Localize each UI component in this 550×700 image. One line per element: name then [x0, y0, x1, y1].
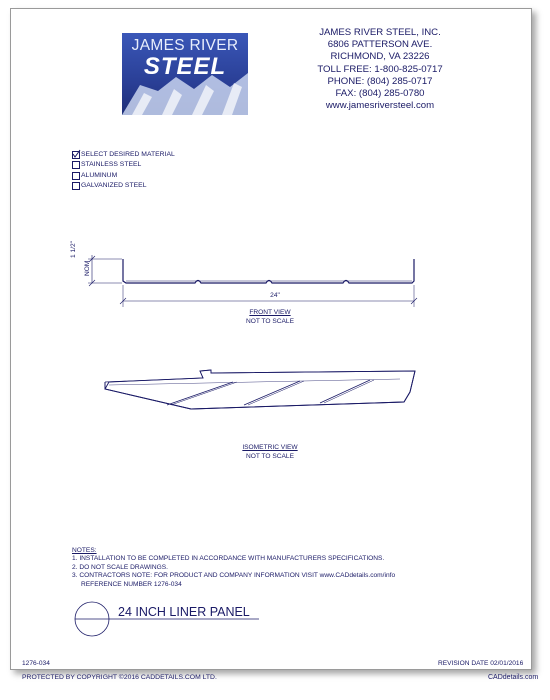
height-value: 1 1/2" [70, 240, 77, 258]
isometric-view-drawing [95, 365, 440, 415]
website-link[interactable]: www.jamesriversteel.com [325, 100, 435, 112]
note-2: 2. DO NOT SCALE DRAWINGS. [72, 563, 168, 571]
material-checkbox[interactable] [72, 172, 80, 180]
company-name: JAMES RIVER STEEL, INC. [319, 27, 441, 38]
check-mark-icon [72, 149, 81, 159]
material-option[interactable] [72, 181, 175, 191]
height-nom-label: NOM [84, 260, 91, 276]
note-3: 3. CONTRACTORS NOTE: FOR PRODUCT AND COMPANY INFORMATION VISIT www.CADdetails.com/info [72, 572, 396, 580]
copyright-text: PROTECTED BY COPYRIGHT ©2016 CADDETAILS.COM LTD. [22, 674, 217, 681]
material-option-label: ALUMINUM [81, 171, 118, 179]
isometric-view-title: ISOMETRIC VIEW [242, 444, 298, 451]
address-line-2: RICHMOND, VA 23226 [330, 51, 430, 63]
front-view-drawing [70, 245, 440, 315]
address-line-1: 6806 PATTERSON AVE. [327, 39, 433, 51]
front-view-title: FRONT VIEW [249, 309, 291, 316]
material-option-label: STAINLESS STEEL [81, 161, 142, 169]
material-heading: SELECT DESIRED MATERIAL [81, 151, 175, 158]
logo-text-top: JAMES RIVER [131, 37, 239, 54]
material-checkbox[interactable] [72, 182, 80, 190]
material-option[interactable] [72, 171, 175, 181]
width-dimension-label: 24" [270, 292, 280, 299]
height-dimension-label [70, 228, 77, 258]
material-checklist [72, 150, 175, 191]
toll-free-number: TOLL FREE: 1-800-825-0717 [317, 63, 443, 75]
logo-text-main: STEEL [143, 53, 227, 80]
drawing-title: 24 INCH LINER PANEL [118, 605, 250, 619]
material-option[interactable] [72, 160, 175, 170]
caddetails-brand[interactable]: CADdetails.com [488, 674, 539, 681]
fax-number: FAX: (804) 285-0780 [335, 88, 425, 100]
material-checkbox[interactable] [72, 161, 80, 169]
material-heading-row [72, 150, 175, 160]
phone-number: PHONE: (804) 285-0717 [327, 75, 433, 87]
company-logo [122, 33, 248, 115]
company-contact-block [300, 27, 460, 112]
front-view-scale: NOT TO SCALE [245, 318, 294, 325]
notes-heading: NOTES: [72, 547, 97, 554]
drawing-number: 1276-034 [22, 660, 50, 667]
note-3-reference: REFERENCE NUMBER 1276-034 [81, 580, 182, 588]
notes-block [72, 547, 395, 589]
heading-checkbox[interactable] [72, 151, 80, 159]
isometric-view-scale: NOT TO SCALE [245, 453, 294, 460]
material-option-label: GALVANIZED STEEL [81, 181, 147, 189]
revision-date: REVISION DATE 02/01/2016 [438, 660, 524, 667]
note-1: 1. INSTALLATION TO BE COMPLETED IN ACCORDANCE WITH MANUFACTURERS SPECIFICATIONS. [72, 555, 385, 563]
